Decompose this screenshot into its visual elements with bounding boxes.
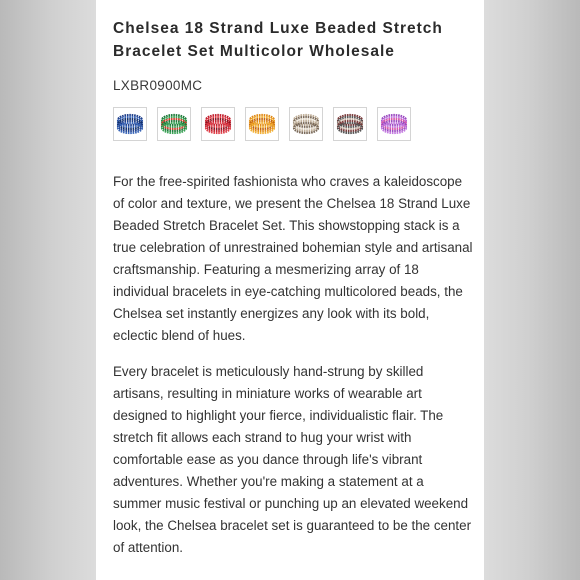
product-sku: LXBR0900MC — [113, 78, 203, 93]
bracelet-image-icon — [248, 113, 276, 135]
bracelet-image-icon — [336, 113, 364, 135]
green-bracelet-thumbnail[interactable] — [157, 107, 191, 141]
orange-bracelet-thumbnail[interactable] — [245, 107, 279, 141]
variant-thumbnails — [113, 107, 411, 141]
purple-bracelet-thumbnail[interactable] — [377, 107, 411, 141]
product-panel — [96, 0, 484, 580]
background-left — [0, 0, 96, 580]
product-description — [113, 171, 475, 573]
red-bracelet-thumbnail[interactable] — [201, 107, 235, 141]
neutral-bracelet-thumbnail[interactable] — [289, 107, 323, 141]
background-right — [484, 0, 580, 580]
bracelet-image-icon — [116, 113, 144, 135]
blue-bracelet-thumbnail[interactable] — [113, 107, 147, 141]
bracelet-image-icon — [204, 113, 232, 135]
bracelet-image-icon — [292, 113, 320, 135]
bracelet-image-icon — [380, 113, 408, 135]
multicolor-bracelet-thumbnail[interactable] — [333, 107, 367, 141]
description-paragraph-1: For the free-spirited fashionista who craves a kaleidoscope of color and texture, we present the Chelsea 18 Strand Luxe Beaded Stretch Bracelet Set. This showstopping stack is a true celebration of unrestrained bohemian style and artisanal craftsmanship. Featuring a mesmerizing array of 18 individual bracelets in eye-catching multicolored beads, the Chelsea set instantly energizes any look with its bold, eclectic blend of hues. — [113, 174, 473, 343]
product-title: Chelsea 18 Strand Luxe Beaded Stretch Bracelet Set Multicolor Wholesale — [113, 20, 443, 60]
bracelet-image-icon — [160, 113, 188, 135]
description-paragraph-2: Every bracelet is meticulously hand-strung by skilled artisans, resulting in miniature works of wearable art designed to highlight your fierce, individualistic flair. The stretch fit allows each strand to hug your wrist with comfortable ease as you dance through life's vibrant adventures. Whether you're making a statement at a summer music festival or punching up an elevated weekend look, the Chelsea bracelet set is guaranteed to be the center of attention. — [113, 364, 472, 555]
